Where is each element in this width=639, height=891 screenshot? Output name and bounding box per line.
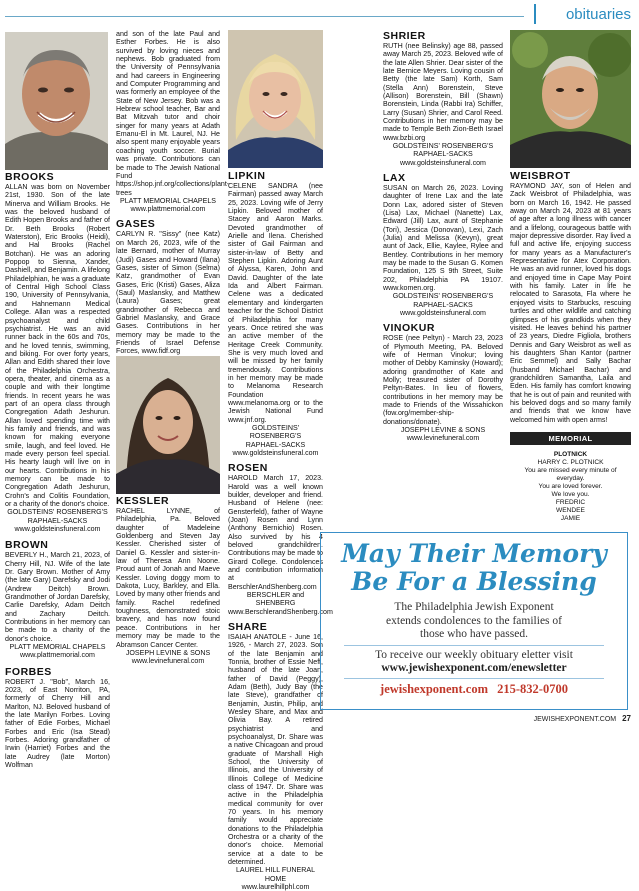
obit-name-brooks: BROOKS [5,171,55,183]
forbes-funeral-url[interactable]: www.plattmemorial.com [130,205,206,214]
ad-phone-number[interactable]: 215-832-0700 [497,681,568,696]
kessler-funeral-home: JOSEPH LEVINE & SONS [125,648,211,657]
ad-contact [321,682,627,696]
vinokur-funeral-home: JOSEPH LEVINE & SONS [400,426,486,435]
section-label: obituaries [565,6,631,23]
obit-text-kessler: RACHEL LYNNE, of Philadelphia, Pa. Beloved daughter of Madeleine Goldenberg and Steven Jay Kessler. Cherished sister of Daniel G. Kessler and sister-in-law of Theresa Ann Noone. Proud aunt of Jonah and Maeve Kessler. Loving doggy mom to Dakota, Lucy, Barkley, and Ella. Loved by many other friends and family. Rachel redefined toughness, demonstrated stoic bravery, and has now found peace. Contributions in her memory may be made to the Abramson Cancer Center. [116,507,220,649]
rosen-funeral-url[interactable]: www.BerschlerandShenberg.com [228,607,333,616]
weisbrot-photo [510,30,631,168]
shrier-funeral-home: GOLDSTEINS' ROSENBERG'S [392,142,494,151]
brooks-funeral-home: GOLDSTEINS' ROSENBERG'S [7,508,108,517]
lax-funeral-url[interactable]: www.goldsteinsfuneral.com [400,309,486,318]
obit-text-brown: BEVERLY H., March 21, 2023, of Cherry Hill, NJ. Wife of the late Dr. Gary Brown. Mother of Amy (the late Gary) Darefsky and Jodi (Andrew Deitch) Brown. Grandmother of Jordan Darefsky, Carlie Darefsky, Adam Deitch and Zachary Deitch. Contributions in her memory can be made to a charity of the donor's choice. [5,551,110,643]
column-2b [116,495,220,665]
column-3 [228,170,333,891]
obit-name-kessler: KESSLER [116,495,170,507]
obit-name-shrier: SHRIER [383,30,426,42]
page-number: 27 [622,714,631,723]
kessler-funeral-url[interactable]: www.levinefuneral.com [131,657,205,666]
obit-text-rosen: HAROLD March 17, 2023. Harold was a well known builder, developer and friend. Husband of Helene (nee: Gensterfeld), father of Wayne (Joan) Rosen and Lynn (Anthony Bernichio) Rosen. Also survived by his 4 beloved grandchildren. Contributions may be made to Girard College. Condolences and contribution information at BerschlerAndShenberg.com [228,474,323,591]
obit-name-lipkin: LIPKIN [228,170,266,182]
header-rule [5,16,524,17]
header-bar [534,4,536,24]
obit-text-weisbrot: RAYMOND JAY, son of Helen and Zack Weisbrot of Philadelphia, was born on March 16, 1942. He passed away on March 24, 2023 at 81 years of age after a long illness with cancer and a lifelong, courageous battle with major depressive disorder. Ray lived a full and active life, enjoying success for many years as a Manufacturer's Representative for Atex Corporation. He was an avid runner, loved his dogs and enjoyed time in Cape May Point with his family. Later in life he relocated to Sarasota, Fla where he enjoyed visits to Starbucks, rescuing turtles and other wildlife and catching glimpses of his grandkids when they visited. He leaves behind his partner of 23 years, Diedre Figliola, brothers Dennis and Gary Weisbrot as well as his daughters Shan Kantor (partner Eric Semmel) and Sally Bachar (husband Michael Bachar) and grandchildren Samantha, Laila and Eden. His family has comfort knowing that he is out of pain and reunited with his beloved dogs and so many family and friends that we know have welcomed him with open arms! [510,182,631,424]
obit-text-vinokur: ROSE (nee Peltyn) - March 23, 2023 of Plymouth Meeting, PA. Beloved wife of Herman Vinokur; loving mother of Debby Kaminsky (Howard); adoring grandmother of Kate and Molly; treasured sister of Dorothy Peltyn-Bates. In lieu of flowers, contributions in her memory may be made to Friends of the Wissahickon (fow.org/member-ship-donations/donate). [383,334,503,426]
ad-title-line-1: May Their Memory [341,539,607,568]
forbes-funeral-home: PLATT MEMORIAL CHAPELS [119,196,217,205]
page-footer [534,714,631,723]
shrier-funeral-home-2: RAPHAEL-SACKS [413,150,473,159]
ad-newsletter-link[interactable]: www.jewishexponent.com/enewsletter [381,661,567,674]
lipkin-funeral-home: GOLDSTEINS' ROSENBERG'S [249,423,302,441]
lipkin-photo [228,30,323,168]
column-2 [116,30,230,381]
lax-funeral-home-2: RAPHAEL-SACKS [413,300,473,309]
ad-subtitle: The Philadelphia Jewish Exponent [394,601,554,613]
ad-title-line-2: Be For a Blessing [351,567,597,596]
memorial-heading: MEMORIAL [510,432,631,445]
memorial-line: WENDEE [556,506,585,514]
memorial-block [510,451,631,523]
ad-divider [344,678,604,679]
obit-text-gases: CARLYN R. "Sissy" (nee Katz) on March 26, 2023, wife of the late Bernard, mother of Murray (Judi) Gases and Howard (Ilana) Gases, sister of Simon (Selma) Katz, grandmother of Evan Gases, Eric (Kristi) Gases, Aliza (Saul) Maslansky, and Matthew (Laura) Gases; great grandmother of Rebecca and Gabriel Maslansky, and Grace Gases. Contributions in her memory may be made to the Friends of Israel Defense Forces, www.fidf.org [116,230,220,356]
kessler-photo [116,356,220,494]
ad-subtitle: extends condolences to the families of [386,614,562,627]
brown-funeral-home: PLATT MEMORIAL CHAPELS [9,643,106,652]
obit-text-shrier: RUTH (nee Belinsky) age 88, passed away March 25, 2023. Beloved wife of the late Allen Shrier. Dear sister of the late Bernice Meyers. Loving cousin of Betty (the late Sam) Korth, Sam (Stella Ann) Borenstein, Steve (Allison) Borenstein, Bill (Shawn) Borenstein, Linda (Rabbi Ira) Schiffer, Larry (Susan) Shrier, and Carol Reed. Contributions in her memory may be made to Temple Beth Zion-Beth Israel www.bzbi.org [383,42,503,142]
condolence-ad [320,532,628,710]
brooks-funeral-home-2: RAPHAEL-SACKS [27,516,88,525]
obit-name-weisbrot: WEISBROT [510,170,571,182]
ad-divider [344,645,604,646]
column-5 [510,170,631,523]
obit-text-share: ISAIAH ANATOLE - June 16, 1926, - March 27, 2023. Son of the late Benjamin and Tonnia, brother of Essie Neff, husband of the late Joan, father of David (Peggy), Adam (Beth), Judy Bay (the late Steve), grandfather of Benjamin, Justin, Philip, and Wesley Share, and Max and Olivia Bay. A retired psychiatrist and psychoanalyst, Dr. Share was a native Chicagoan and proud graduate of Marshall High School, the University of Illinois, and the University of Illinois College of Medicine class of 1947. Dr. Share was active in the Philadelphia medical community for over 70 years. In his memory family would appreciate donations to the Philadelphia Orchestra or a charity of the donor's choice. Memorial service at a date to be determined. [228,632,323,867]
memorial-line: JAMIE [560,514,581,522]
lipkin-funeral-home-2: RAPHAEL-SACKS [245,440,306,449]
obit-name-vinokur: VINOKUR [383,322,435,335]
obit-name-lax: LAX [383,172,406,185]
obit-name-forbes: FORBES [5,665,52,678]
footer-site: JEWISHEXPONENT.COM [533,716,617,723]
obit-name-rosen: ROSEN [228,462,268,475]
memorial-line: You are loved forever. [538,482,603,490]
memorial-line: everyday. [556,474,585,482]
lax-funeral-home: GOLDSTEINS' ROSENBERG'S [392,292,494,301]
section-header [0,0,639,30]
obit-name-brown: BROWN [5,539,49,552]
memorial-name: PLOTNICK [553,450,588,458]
vinokur-funeral-url[interactable]: www.levinefuneral.com [406,434,480,443]
obit-name-share: SHARE [228,620,268,633]
obit-text-lax: SUSAN on March 26, 2023. Loving daughter of Irene Lax and the late Donn Lax, adored sister of Steven (Lisa) Lax, Michael (Nanette) Lax, Edward (Jill) Lax, aunt of Stephanie (Tori), Jessica (Donovan), Lexi, Zach (Julia) and Melissa (Kevyn), great aunt of Jack, Ellie, Kaylee, Rylee and Bentley. Contributions in her memory may be made to the Susan G. Komen Foundation, 125 S 9th Street, Suite 202, Philadelphia PA 19107. www.komen.org. [383,184,503,293]
obit-text-brooks: ALLAN was born on November 21st, 1930. Son of the late Minerva and William Brooks. He was the beloved husband of Edith Hopen Brooks and father of Dr. Beth Brooks (Robert Waterston), Eric Brooks (Heidi), and Hal Brooks (Rachel Botchan). He was an adoring Poppop to Sienna, Xander, Dashiell, and Benjamin. A lifelong Philadelphian, he was a graduate of Central High School Class 190, University of Pennsylvania, and Hahnemann Medical College. Allan was a respected psychoanalyst and child psychiatrist. He was an avid runner back in the 60s and 70s, and he loved tennis, swimming, and biking. For over forty years, Allan and Edith shared their love of the Philadelphia Orchestra, opera, theater, and cinema as a couple and with their longtime friends. In recent years he was part of an opera class through Congregation Adath Jeshurun. Allan loved spending time with his family and friends, and was known for making everyone smile, laugh, and feel loved. He made every person feel special. His hearty laugh will live on in our hearts. Contributions in his memory can be made to Congregation Adath Jeshurun, Crohn's and Colitis Foundation, or a charity of the donor's choice. [5,183,110,509]
lipkin-funeral-url[interactable]: www.goldsteinsfuneral.com [232,448,319,457]
column-4 [383,30,503,443]
column-1 [5,171,110,769]
brown-funeral-url[interactable]: www.plattmemorial.com [20,651,95,660]
ad-site-link[interactable]: jewishexponent.com [380,681,489,696]
memorial-person: HARRY C. PLOTNICK [537,458,604,466]
obit-text-forbes-cont: and son of the late Paul and Esther Forbes. He is also survived by loving nieces and nephews. Bob graduated from the University of Pennsylvania and had careers in Engineering and Computer Programming and was formerly an employee of the State of New Jersey. Bob was a Hebrew school teacher, Bar and Bat Mitzvah tutor and choir singer for many years at Adath Emanu-El in Mt. Laurel, NJ. He also spent many enjoyable years coaching youth soccer. Burial was private. Contributions can be made to The Jewish National Fund https://shop.jnf.org/collections/plant-trees [116,30,230,197]
brooks-funeral-url[interactable]: www.goldsteinsfuneral.com [14,525,101,533]
memorial-line: You are missed every minute of [524,466,617,474]
share-funeral-url[interactable]: www.laurelhillphl.com [241,883,310,891]
rosen-funeral-home: BERSCHLER and SHENBERG [246,590,305,608]
ad-cta: To receive our weekly obituary eletter visit [375,648,573,661]
brooks-photo [5,32,108,170]
shrier-funeral-url[interactable]: www.goldsteinsfuneral.com [400,158,486,167]
ad-subtitle: those who have passed. [420,628,528,640]
obit-name-gases: GASES [116,218,156,231]
obit-text-lipkin: CELENE SANDRA (nee Fairman) passed away March 25, 2023. Loving wife of Jerry Lipkin. Beloved mother of Stacey and Aaron Marks. Devoted grandmother of Arielle and Ilena. Cherished sister of Gail Fairman and sister-in-law of Betty and Stephen Lipkin. Adoring Aunt of Alyssa, Karen, John and David. Daughter of the late Ida and Albert Fairman. Celene was a dedicated elementary and kindergarten teacher for the School District of Philadelphia for many years. Once retired she was an active member of the Heritage Creek Community. She is very much loved and will be missed by her family tremendously. Contributions in her memory may be made to Melanoma Research Foundation www.melanoma.org or to the Jewish National Fund www.jnf.org. [228,182,323,424]
memorial-line: We love you. [551,490,590,498]
share-funeral-home: LAUREL HILL FUNERAL HOME [235,866,316,883]
obit-text-forbes: ROBERT J. "Bob", March 16, 2023, of East Norriton, PA, formerly of Cherry Hill and Marlton, NJ. Beloved husband of the late Marilyn Forbes. Loving father of Edie Forbes, Michael Forbes and Eric (Isa Stead) Forbes. Adoring grandfather of Irwin (Harriet) Forbes and the late Audrey (late Morton) Wolfman [5,677,110,770]
memorial-line: FREDRIC [555,498,586,506]
